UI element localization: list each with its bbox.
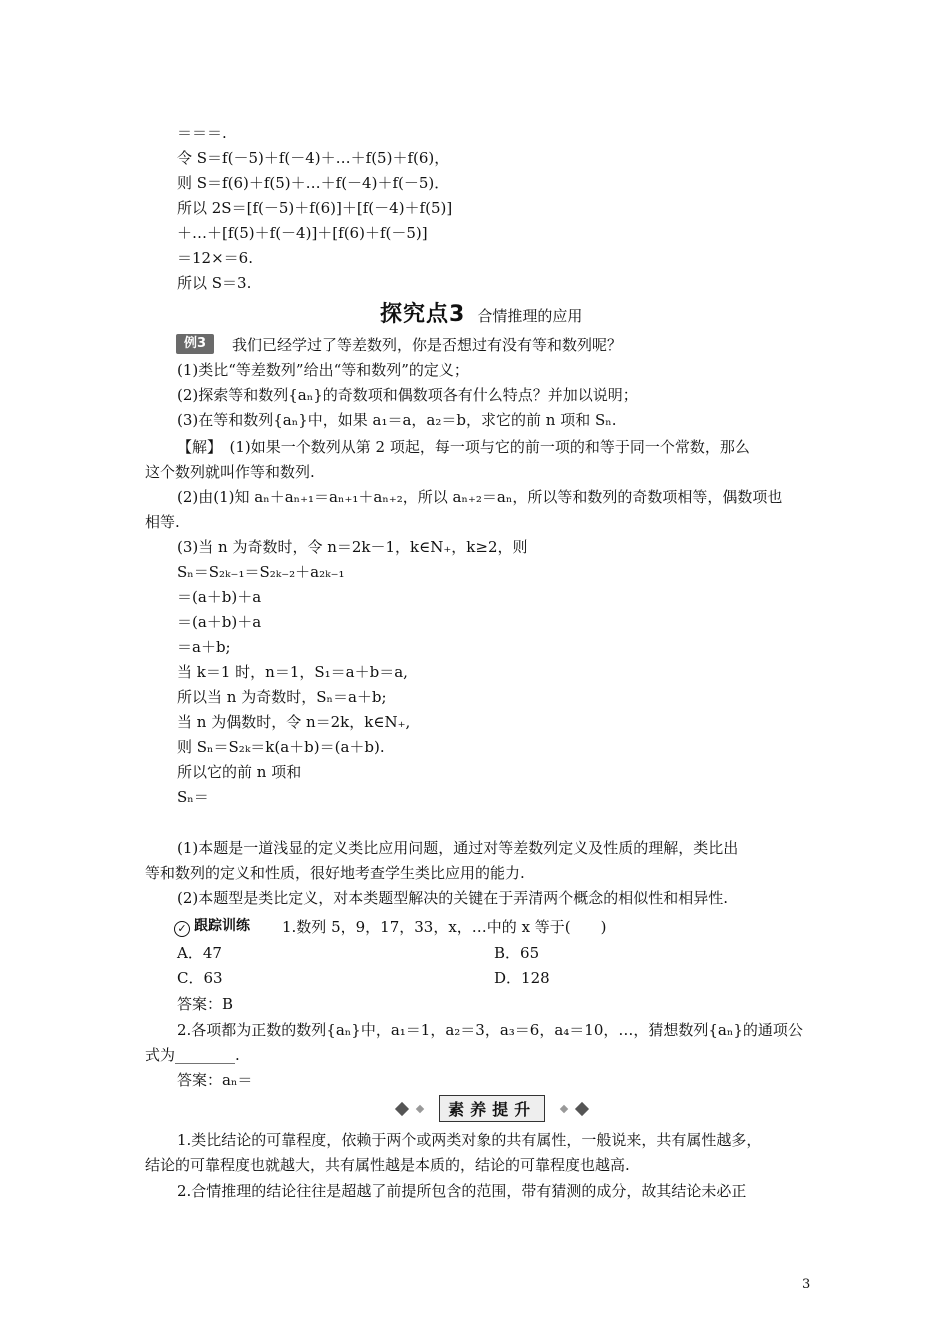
example-line: (1)类比“等差数列”给出“等和数列”的定义；: [177, 361, 469, 379]
note-line: 等和数列的定义和性质，很好地考查学生类比应用的能力.: [145, 864, 525, 882]
section-heading: [380, 297, 582, 328]
exercise-line: 1.数列 5，9，17，33，x，…中的 x 等于( ): [282, 918, 607, 936]
banner-label: 素养提升: [439, 1095, 545, 1122]
exercise-line: B．65: [494, 944, 540, 962]
text-line: ＝＝＝.: [177, 124, 227, 142]
example-line: 所以它的前 n 项和: [177, 763, 302, 781]
text-line: 则 S＝f(6)＋f(5)＋…＋f(－4)＋f(－5)．: [177, 174, 450, 192]
text-line: 所以 S＝3.: [177, 274, 252, 292]
exercise-line: 答案：aₙ＝: [177, 1071, 253, 1089]
exercise-line: 式为________.: [145, 1046, 240, 1064]
exercise-line: A．47: [177, 944, 222, 962]
text-line: ＋…＋[f(5)＋f(－4)]＋[f(6)＋f(－5)]: [177, 224, 428, 242]
text-line: 所以 2S＝[f(－5)＋f(6)]＋[f(－4)＋f(5)]: [177, 199, 453, 217]
section-number: 探究点3: [380, 302, 466, 327]
section-subtitle: 合情推理的应用: [477, 307, 583, 325]
example-line: Sₙ＝S₂ₖ₋₁＝S₂ₖ₋₂＋a₂ₖ₋₁: [177, 563, 345, 581]
exercise-line: C．63: [177, 969, 223, 987]
example-line: (2)探索等和数列{aₙ}的奇数项和偶数项各有什么特点？并加以说明；: [177, 386, 638, 404]
example-line: (3)当 n 为奇数时，令 n＝2k－1，k∈N₊，k≥2，则: [177, 538, 528, 556]
diamond-icon: [575, 1101, 589, 1115]
example-line: ＝a＋b;: [177, 638, 231, 656]
note-line: (1)本题是一道浅显的定义类比应用问题，通过对等差数列定义及性质的理解，类比出: [177, 839, 739, 857]
check-icon: ✓: [174, 921, 190, 937]
example-line: 当 n 为偶数时，令 n＝2k，k∈N₊,: [177, 713, 411, 731]
exercise-line: 答案：B: [177, 995, 234, 1013]
example-line: 我们已经学过了等差数列，你是否想过有没有等和数列呢？: [232, 336, 623, 354]
diamond-small-icon: [416, 1104, 424, 1112]
summary-line: 结论的可靠程度也就越大，共有属性越是本质的，结论的可靠程度也越高.: [145, 1156, 630, 1174]
example-line: ＝(a＋b)＋a: [177, 613, 262, 631]
example-line: 则 Sₙ＝S₂ₖ＝k(a＋b)＝(a＋b).: [177, 738, 385, 756]
literacy-banner: [392, 1095, 592, 1122]
note-line: (2)本题型是类比定义，对本类题型解决的关键在于弄清两个概念的相似性和相异性.: [177, 889, 729, 907]
example-line: 这个数列就叫作等和数列.: [145, 463, 315, 481]
exercise-line: D．128: [494, 969, 550, 987]
track-training-label: [174, 915, 250, 937]
example-line: (2)由(1)知 aₙ＋aₙ₊₁＝aₙ₊₁＋aₙ₊₂，所以 aₙ₊₂＝aₙ，所以等和数列的奇数项相等，偶数项也: [177, 488, 783, 506]
example-line: (3)在等和数列{aₙ}中，如果 a₁＝a，a₂＝b，求它的前 n 项和 Sₙ.: [177, 411, 617, 429]
example-line: Sₙ＝: [177, 788, 209, 806]
example-line: 相等.: [145, 513, 180, 531]
example-tag: 例3: [176, 334, 214, 354]
diamond-small-icon: [560, 1104, 568, 1112]
exercise-line: 2.各项都为正数的数列{aₙ}中，a₁＝1，a₂＝3，a₃＝6，a₄＝10，…，猜想数列{aₙ}的通项公: [177, 1021, 803, 1039]
example-line: 所以当 n 为奇数时，Sₙ＝a＋b;: [177, 688, 387, 706]
text-line: 令 S＝f(－5)＋f(－4)＋…＋f(5)＋f(6)，: [177, 149, 450, 167]
summary-line: 1.类比结论的可靠程度，依赖于两个或两类对象的共有属性，一般说来，共有属性越多，: [177, 1131, 762, 1149]
diamond-icon: [395, 1101, 409, 1115]
page-number: 3: [802, 1277, 811, 1292]
summary-line: 2.合情推理的结论往往是超越了前提所包含的范围，带有猜测的成分，故其结论未必正: [177, 1182, 747, 1200]
example-line: 【解】 (1)如果一个数列从第 2 项起，每一项与它的前一项的和等于同一个常数，那么: [177, 438, 750, 456]
example-line: 当 k＝1 时，n＝1，S₁＝a＋b＝a,: [177, 663, 408, 681]
example-line: ＝(a＋b)＋a: [177, 588, 262, 606]
text-line: ＝12×＝6.: [177, 249, 253, 267]
track-training-text: 跟踪训练: [194, 918, 250, 934]
